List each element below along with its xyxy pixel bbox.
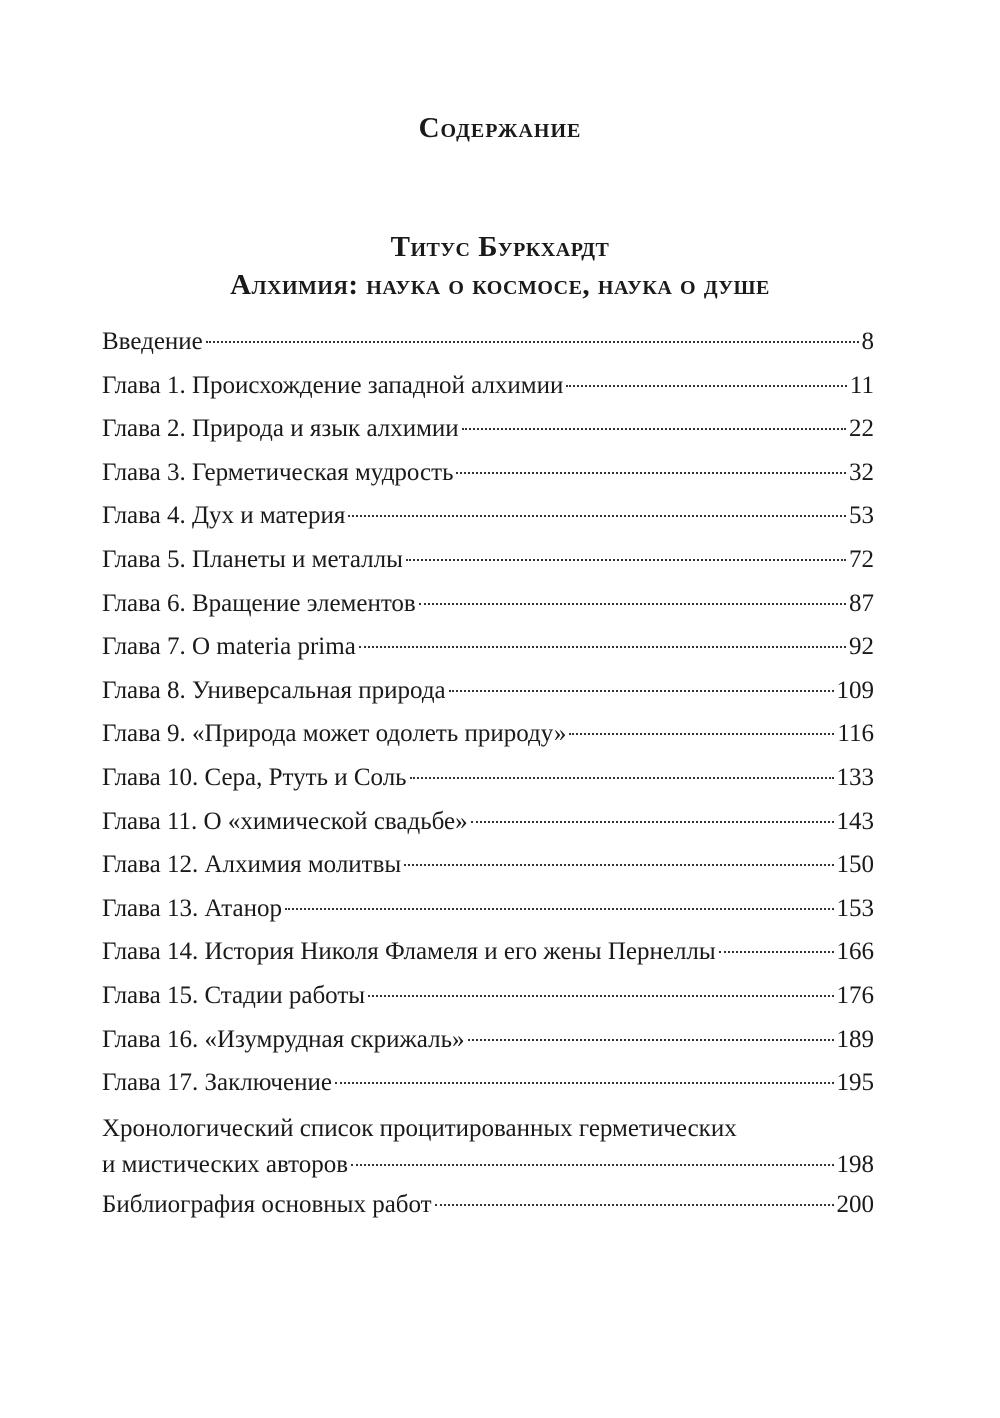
toc-entry-page: 11 (849, 371, 874, 399)
toc-entry-page: 166 (836, 938, 874, 966)
dot-leader (456, 472, 846, 474)
toc-entry-page: 195 (836, 1069, 874, 1097)
toc-entry-label: Глава 11. О «химической свадьбе» (102, 807, 468, 835)
toc-entry[interactable] (102, 756, 874, 800)
toc-entry-page: 189 (836, 1025, 874, 1053)
toc-entry[interactable] (102, 538, 874, 582)
dot-leader (449, 690, 834, 692)
toc-entry[interactable] (102, 625, 874, 669)
toc-entry-page: 116 (837, 720, 874, 748)
toc-entry[interactable] (102, 407, 874, 451)
book-header (0, 228, 1000, 304)
toc-entry-label: Глава 9. «Природа может одолеть природу» (102, 720, 567, 748)
toc-entry-label: Глава 4. Дух и материя (102, 502, 346, 530)
dot-leader (419, 603, 846, 605)
toc-entry[interactable] (102, 451, 874, 495)
dot-leader (285, 908, 834, 910)
dot-leader (359, 646, 846, 648)
toc-entry-label-line1: Хронологический список процитированных герметических (102, 1114, 737, 1142)
toc-entry-label: Библиография основных работ (102, 1190, 432, 1218)
toc-entry-label: Глава 5. Планеты и металлы (102, 545, 403, 573)
toc-entry[interactable] (102, 582, 874, 626)
toc-entry-page: 72 (849, 545, 874, 573)
toc-entry[interactable] (102, 494, 874, 538)
toc-entry-page: 53 (849, 502, 874, 530)
toc-entry-page: 176 (836, 981, 874, 1009)
toc-entry-page: 200 (836, 1190, 874, 1218)
toc-entry[interactable] (102, 712, 874, 756)
page-title: Содержание (418, 112, 582, 144)
dot-leader (351, 1164, 833, 1166)
toc-entry-page: 198 (836, 1150, 874, 1178)
toc-entry-page: 133 (836, 763, 874, 791)
toc-entry-label: Глава 6. Вращение элементов (102, 589, 416, 617)
dot-leader (468, 1039, 834, 1041)
toc-entry-label: Глава 14. История Николя Фламеля и его жены Пернеллы (102, 938, 716, 966)
toc-entry[interactable] (102, 1018, 874, 1062)
toc-entry-label: Глава 3. Герметическая мудрость (102, 458, 454, 486)
toc-entry[interactable] (102, 364, 874, 408)
dot-leader (566, 385, 847, 387)
toc-entry-page: 32 (849, 458, 874, 486)
toc-entry-page: 109 (836, 676, 874, 704)
toc-entry[interactable] (102, 320, 874, 364)
toc-entry-label: Глава 1. Происхождение западной алхимии (102, 371, 564, 399)
toc-entry-page: 143 (836, 807, 874, 835)
toc-entry[interactable] (102, 843, 874, 887)
toc-list (102, 320, 874, 1105)
toc-entry-label: Глава 15. Стадии работы (102, 981, 366, 1009)
dot-leader (410, 777, 834, 779)
toc-entry-label: Глава 13. Атанор (102, 894, 282, 922)
dot-leader (471, 821, 834, 823)
toc-entry-label: Глава 10. Сера, Ртуть и Соль (102, 763, 407, 791)
toc-entry-page: 150 (836, 851, 874, 879)
toc-entry-label: Глава 7. О materia prima (102, 633, 356, 661)
dot-leader (462, 428, 846, 430)
dot-leader (368, 995, 833, 997)
toc-entry-label: Глава 16. «Изумрудная скрижаль» (102, 1025, 465, 1053)
toc-entry[interactable] (102, 1061, 874, 1105)
table-of-contents (102, 320, 874, 1226)
book-title: Алхимия: наука о космосе, наука о душе (230, 269, 770, 301)
toc-entry-page: 8 (861, 328, 874, 355)
toc-entry-label: Глава 17. Заключение (102, 1069, 332, 1097)
toc-entry-page: 92 (849, 633, 874, 661)
toc-entry[interactable] (102, 887, 874, 931)
toc-entry-label: Введение (102, 328, 203, 355)
toc-entry-page: 22 (849, 415, 874, 443)
toc-entry[interactable] (102, 974, 874, 1018)
toc-entry-label: Глава 12. Алхимия молитвы (102, 851, 402, 879)
dot-leader (206, 341, 859, 343)
dot-leader (406, 559, 846, 561)
dot-leader (435, 1204, 834, 1206)
toc-entry-page: 87 (849, 589, 874, 617)
dot-leader (348, 515, 846, 517)
toc-entry-label-line2: и мистических авторов (102, 1150, 349, 1178)
dot-leader (335, 1082, 834, 1084)
toc-entry[interactable] (102, 930, 874, 974)
dot-leader (404, 864, 833, 866)
toc-entry-page: 153 (836, 894, 874, 922)
toc-entry-label: Глава 2. Природа и язык алхимии (102, 415, 459, 443)
toc-entry[interactable] (102, 669, 874, 713)
dot-leader (569, 733, 834, 735)
toc-entry-chronology[interactable] (102, 1105, 874, 1183)
book-author: Титус Буркхардт (390, 231, 610, 263)
dot-leader (719, 951, 834, 953)
toc-entry-label: Глава 8. Универсальная природа (102, 676, 446, 704)
toc-entry-bibliography[interactable] (102, 1183, 874, 1227)
toc-entry[interactable] (102, 800, 874, 844)
